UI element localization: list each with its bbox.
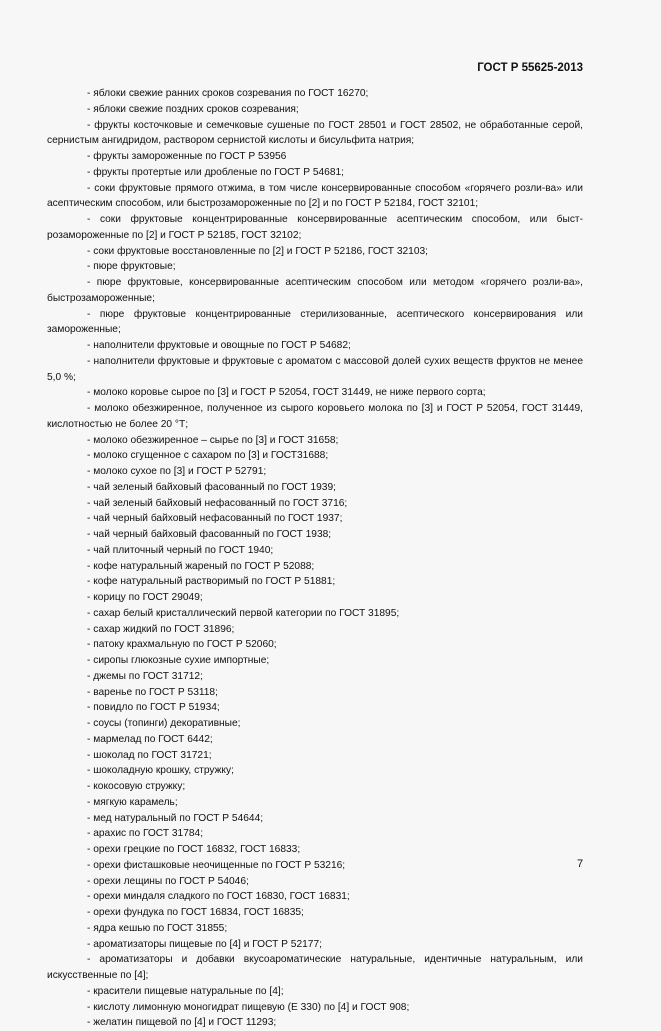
list-item: - мягкую карамель; bbox=[87, 796, 178, 808]
list-item: - повидло по ГОСТ Р 51934; bbox=[87, 702, 220, 714]
list-item: - мармелад по ГОСТ 6442; bbox=[87, 733, 213, 745]
list-item: - патоку крахмальную по ГОСТ Р 52060; bbox=[87, 639, 277, 651]
document-header-id: ГОСТ Р 55625-2013 bbox=[477, 62, 583, 74]
list-item: - яблоки свежие ранних сроков созревания по ГОСТ 16270; bbox=[87, 88, 369, 99]
list-item: - кофе натуральный растворимый по ГОСТ Р 51881; bbox=[87, 576, 336, 588]
list-item: - чай зеленый байховый фасованный по ГОСТ 1939; bbox=[87, 481, 336, 493]
list-item: - желатин пищевой по [4] и ГОСТ 11293; bbox=[87, 1017, 277, 1029]
list-item: - орехи фундука по ГОСТ 16834, ГОСТ 16835; bbox=[87, 907, 304, 918]
list-item: - ядра кешью по ГОСТ 31855; bbox=[87, 922, 228, 934]
list-item: - чай зеленый байховый нефасованный по ГОСТ 3716; bbox=[87, 497, 348, 509]
list-item: - пюре фруктовые, консервированные асептическим способом или методом «горячего розли-ва», быстрозамороженные; bbox=[47, 277, 583, 304]
list-item: - шоколад по ГОСТ 31721; bbox=[87, 749, 212, 761]
list-item: - фрукты протертые или дробленые по ГОСТ Р 54681; bbox=[87, 166, 345, 178]
list-item: - пюре фруктовые концентрированные стерилизованные, асептического консервирования или замороженные; bbox=[47, 308, 583, 336]
list-item: - кислоту лимонную моногидрат пищевую (Е 330) по [4] и ГОСТ 908; bbox=[87, 1001, 410, 1013]
list-item: - орехи фисташковые неочищенные по ГОСТ Р 53216; bbox=[87, 859, 346, 871]
list-item: - пюре фруктовые; bbox=[87, 261, 176, 273]
list-item: - чай черный байховый фасованный по ГОСТ 1938; bbox=[87, 529, 332, 540]
list-item: - фрукты замороженные по ГОСТ Р 53956 bbox=[87, 151, 287, 162]
list-item: - сиропы глюкозные сухие импортные; bbox=[87, 655, 270, 666]
list-item: - фрукты косточковые и семечковые сушеные по ГОСТ 28501 и ГОСТ 28502, не обработанные серой, сернистым ангидридом, раствором сернистой кислоты и бисульфита натрия; bbox=[47, 119, 583, 147]
list-item: - соусы (топинги) декоративные; bbox=[87, 718, 241, 729]
list-item: - чай плиточный черный по ГОСТ 1940; bbox=[87, 544, 274, 556]
list-item: - шоколадную крошку, стружку; bbox=[87, 765, 234, 777]
list-item: - соки фруктовые восстановленные по [2] и ГОСТ Р 52186, ГОСТ 32103; bbox=[87, 245, 428, 257]
list-item: - кофе натуральный жареный по ГОСТ Р 52088; bbox=[87, 560, 315, 572]
list-item: - красители пищевые натуральные по [4]; bbox=[87, 985, 284, 997]
ingredient-list bbox=[47, 86, 583, 1031]
list-item: - соки фруктовые прямого отжима, в том числе консервированные способом «горячего розли-ва» или асептическим способом, или быстрозамороженные по [2] и по ГОСТ Р 52184, ГОСТ 32101; bbox=[47, 182, 583, 210]
list-item: - сахар жидкий по ГОСТ 31896; bbox=[87, 623, 235, 635]
list-item: - наполнители фруктовые и фруктовые с ароматом с массовой долей сухих веществ фруктов не менее 5,0 %; bbox=[47, 355, 583, 383]
list-item: - наполнители фруктовые и овощные по ГОСТ Р 54682; bbox=[87, 340, 351, 351]
list-item: - яблоки свежие поздних сроков созревания; bbox=[87, 103, 299, 115]
list-item: - молоко обезжиренное, полученное из сырого коровьего молока по [3] и ГОСТ Р 52054, ГОСТ 31449, кислотностью не более 20 °Т; bbox=[47, 403, 583, 430]
list-item: - джемы по ГОСТ 31712; bbox=[87, 670, 203, 682]
list-item: - мед натуральный по ГОСТ Р 54644; bbox=[87, 812, 264, 824]
list-item: - сахар белый кристаллический первой категории по ГОСТ 31895; bbox=[87, 607, 400, 619]
list-item: - молоко сухое по [3] и ГОСТ Р 52791; bbox=[87, 466, 267, 477]
list-item: - ароматизаторы пищевые по [4] и ГОСТ Р 52177; bbox=[87, 938, 322, 950]
list-item: - корицу по ГОСТ 29049; bbox=[87, 592, 203, 603]
list-item: - соки фруктовые концентрированные консервированные асептическим способом, или быст-розамороженные по [2] и ГОСТ Р 52185, ГОСТ 32102; bbox=[47, 214, 583, 241]
list-item: - молоко коровье сырое по [3] и ГОСТ Р 52054, ГОСТ 31449, не ниже первого сорта; bbox=[87, 387, 486, 399]
list-item: - орехи лещины по ГОСТ Р 54046; bbox=[87, 875, 249, 887]
page-number: 7 bbox=[577, 858, 584, 870]
list-item: - варенье по ГОСТ Р 53118; bbox=[87, 686, 218, 698]
list-item: - чай черный байховый нефасованный по ГОСТ 1937; bbox=[87, 513, 343, 525]
list-item: - молоко обезжиренное – сырье по [3] и ГОСТ 31658; bbox=[87, 434, 339, 446]
list-item: - арахис по ГОСТ 31784; bbox=[87, 828, 204, 840]
list-item: - кокосовую стружку; bbox=[87, 781, 186, 792]
list-item: - молоко сгущенное с сахаром по [3] и ГОСТ31688; bbox=[87, 450, 329, 462]
list-item: - орехи миндаля сладкого по ГОСТ 16830, ГОСТ 16831; bbox=[87, 891, 350, 903]
list-item: - ароматизаторы и добавки вкусоароматические натуральные, идентичные натуральным, или искусственные по [4]; bbox=[47, 954, 583, 981]
list-item: - орехи грецкие по ГОСТ 16832, ГОСТ 16833; bbox=[87, 844, 301, 855]
